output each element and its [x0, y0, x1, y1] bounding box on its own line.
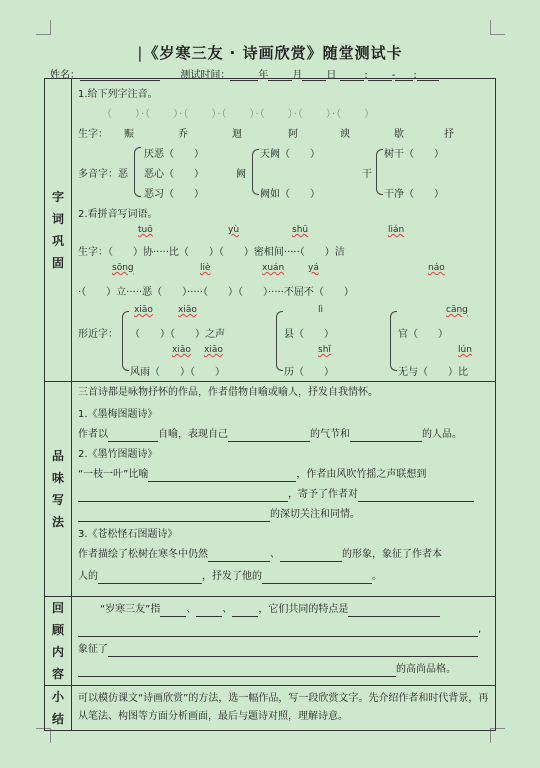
e-2[interactable]: 恶心（ ）	[144, 169, 204, 180]
blank[interactable]	[228, 431, 310, 442]
section-label-2: 品 味 写 法	[45, 382, 72, 597]
crop-mark	[490, 20, 505, 35]
blank[interactable]	[350, 431, 422, 442]
e-3[interactable]: 恶习（ ）	[144, 189, 204, 200]
blank[interactable]	[108, 431, 158, 442]
e-1[interactable]: 厌恶（ ）	[144, 149, 204, 160]
char-3: 迴	[232, 129, 242, 140]
section-content-2	[72, 382, 496, 597]
huigu-line1: “岁寒三友”指 、 、 ，它们共同的特点是	[100, 603, 489, 617]
section-content-1	[72, 79, 496, 382]
blank[interactable]	[148, 471, 296, 482]
brace-xiao	[122, 311, 129, 371]
poem-3-heading: 3.《苍松怪石图题诗》	[78, 529, 178, 540]
char-4: 阿	[288, 129, 298, 140]
q1-row	[78, 125, 454, 140]
pinyin: náo	[428, 263, 445, 273]
pinwei-intro: 三首诗都是咏物抒怀的作品，作者借物自喻或喻人，抒发自我情怀。	[78, 387, 378, 398]
xiao-1[interactable]: （ ）（ ）之声	[130, 329, 225, 340]
lun-2[interactable]: 无与（ ）比	[398, 367, 468, 378]
crop-mark	[36, 20, 51, 35]
blank[interactable]	[358, 491, 474, 502]
year-label: 年	[258, 70, 269, 81]
pinyin: xuán	[262, 263, 285, 273]
q2-row1[interactable]: 生字：（ ）协·····比（ ）（ ）密相间·····（ ）洁	[78, 247, 345, 258]
blank[interactable]	[232, 606, 258, 617]
pinyin: xiāo	[178, 305, 197, 315]
char-5: 谀	[340, 129, 350, 140]
pinyin: shǐ	[318, 345, 331, 355]
poem-2-heading: 2.《墨竹图题诗》	[78, 449, 158, 460]
blank[interactable]	[108, 646, 478, 657]
poem-2-line3: 的深切关注和同情。	[78, 508, 489, 522]
char-1: 赈	[124, 129, 134, 140]
section-content-3	[72, 597, 496, 686]
q2-title: 2.看拼音写词语。	[78, 209, 158, 220]
pinyin: cāng	[446, 305, 468, 315]
poem-3-line1: 作者描绘了松树在寒冬中仍然 、 的形象，象征了作者本	[78, 549, 442, 560]
pinyin: yá	[308, 263, 319, 273]
pinyin: yù	[228, 225, 240, 235]
q2-row2[interactable]: ·（ ）立·····恶（ ）·····（ ）（ ）·····不屈不（ ）	[78, 287, 354, 298]
blank[interactable]	[98, 573, 202, 584]
section-label-1: 字 词 巩 固	[45, 79, 72, 382]
li-2[interactable]: 历（ ）	[284, 367, 334, 378]
poem-1-heading: 1.《墨梅图题诗》	[78, 409, 158, 420]
li-1[interactable]: 县（ ）	[284, 329, 334, 340]
char-6: 歇	[394, 129, 404, 140]
blank[interactable]	[78, 491, 288, 502]
que-1[interactable]: 天阙（ ）	[260, 149, 320, 160]
brace-lun	[390, 311, 397, 371]
xiaojie-text: 可以模仿课文“诗画欣赏”的方法，选一幅作品，写一段欣赏文字。先介绍作者和时代背景，再从笔法、构图等方面分析画面，最后与题诗对照，理解诗意。	[78, 693, 489, 722]
time-label: 测试时间：	[180, 70, 231, 81]
blank[interactable]	[262, 573, 372, 584]
que-char: 阙	[236, 169, 246, 180]
xingjin-label: 形近字：	[78, 329, 118, 340]
q1-slots[interactable]: （ ）·（ ）·（ ）·（ ）·（ ）·（ ）·（ ）	[102, 109, 376, 120]
poem-3-line2: 人的 ，抒发了他的 。	[78, 571, 382, 582]
q1-title: 1.给下列字注音。	[78, 89, 158, 100]
section-content-4	[72, 686, 496, 731]
pinyin: sōng	[112, 263, 134, 273]
blank[interactable]	[160, 606, 186, 617]
month-label: 月	[292, 70, 303, 81]
que-2[interactable]: 阙如（ ）	[260, 189, 320, 200]
duoyin-label: 多音字：恶	[78, 169, 128, 180]
pinyin: lún	[458, 345, 472, 355]
blank[interactable]	[348, 606, 440, 617]
info-line: 姓名： 测试时间： 年 月 日 : - :	[50, 66, 439, 81]
q1-label: 生字：	[78, 129, 108, 140]
worksheet-table	[44, 78, 496, 731]
poem-1-line: 作者以 自喻，表现自己 的气节和 的人品。	[78, 429, 462, 440]
section-label-4: 小 结	[45, 686, 72, 731]
pinyin: shū	[292, 225, 309, 235]
blank[interactable]	[78, 511, 270, 522]
lun-1[interactable]: 官（ ）	[398, 329, 448, 340]
pinyin: lì	[318, 305, 324, 315]
blank[interactable]	[78, 666, 396, 677]
blank[interactable]	[280, 551, 342, 562]
xiao-2[interactable]: 风雨（ ）（ ）	[130, 367, 225, 378]
brace-gan	[376, 149, 383, 195]
huigu-line2: ,	[78, 623, 489, 637]
day-label: 日	[326, 70, 337, 81]
brace-li	[276, 311, 283, 371]
page-title: |《岁寒三友 · 诗画欣赏》随堂测试卡	[137, 44, 403, 62]
name-label: 姓名：	[50, 70, 80, 81]
blank[interactable]	[208, 551, 270, 562]
poem-2-line2: ，寄予了作者对	[78, 488, 489, 502]
blank[interactable]	[78, 626, 478, 637]
huigu-line3: 象征了	[78, 643, 489, 657]
huigu-line4: 的高尚品格。	[78, 663, 489, 677]
char-2: 乔	[178, 129, 188, 140]
gan-2[interactable]: 干净（ ）	[384, 189, 444, 200]
section-label-3: 回 顾 内 容	[45, 597, 72, 686]
blank[interactable]	[196, 606, 222, 617]
pinyin: liè	[200, 263, 211, 273]
pinyin: xiāo	[204, 345, 223, 355]
char-7: 抒	[444, 129, 454, 140]
gan-char: 干	[362, 169, 372, 180]
pinyin: tuō	[138, 225, 153, 235]
brace-e	[134, 147, 141, 197]
gan-1[interactable]: 树干（ ）	[384, 149, 444, 160]
pinyin: xiāo	[134, 305, 153, 315]
pinyin: lián	[388, 225, 405, 235]
brace-que	[252, 149, 259, 195]
pinyin: xiāo	[172, 345, 191, 355]
poem-2-line1: “一枝一叶”比喻 ，作者由风吹竹摇之声联想到	[78, 469, 427, 480]
